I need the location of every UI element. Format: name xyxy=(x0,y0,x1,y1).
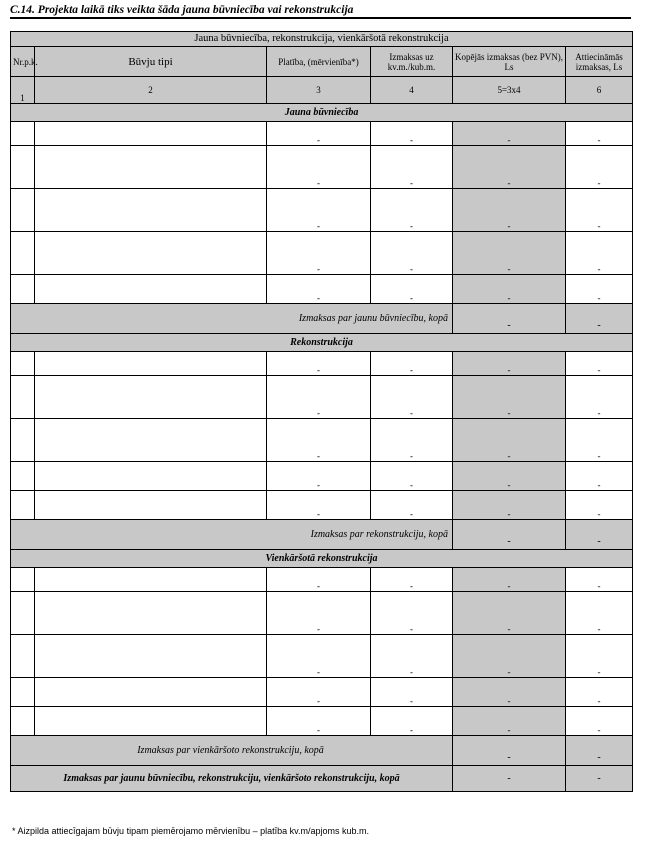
table-row xyxy=(11,462,633,491)
total-cost-cell: - xyxy=(453,122,566,146)
column-header-total-cost: Kopējās izmaksas (bez PVN), Ls xyxy=(453,47,566,77)
nr-cell[interactable] xyxy=(11,491,35,520)
table-row xyxy=(11,232,633,275)
form-section-title: C.14. Projekta laikā tiks veikta šāda jauna būvniecība vai rekonstrukcija xyxy=(10,3,631,19)
column-header-nr: Nr.p.k. xyxy=(11,47,35,77)
building-type-cell[interactable] xyxy=(35,462,267,491)
total-cost-cell: - xyxy=(453,462,566,491)
eligible-cost-cell: - xyxy=(566,462,633,491)
area-cell: - xyxy=(267,352,371,376)
area-cell: - xyxy=(267,189,371,232)
building-type-cell[interactable] xyxy=(35,491,267,520)
area-cell: - xyxy=(267,462,371,491)
eligible-cost-cell: - xyxy=(566,146,633,189)
building-type-cell[interactable] xyxy=(35,275,267,304)
building-type-cell[interactable] xyxy=(35,146,267,189)
unit-cost-cell: - xyxy=(371,678,453,707)
table-row xyxy=(11,491,633,520)
eligible-cost-cell: - xyxy=(566,707,633,736)
unit-cost-cell: - xyxy=(371,189,453,232)
column-header-area: Platība, (mērvienība*) xyxy=(267,47,371,77)
table-super-header: Jauna būvniecība, rekonstrukcija, vienkāršotā rekonstrukcija xyxy=(11,32,633,47)
eligible-cost-cell: - xyxy=(566,678,633,707)
area-cell: - xyxy=(267,419,371,462)
column-header-building-types: Būvju tipi xyxy=(35,47,267,77)
building-type-cell[interactable] xyxy=(35,419,267,462)
nr-cell[interactable] xyxy=(11,707,35,736)
column-number-6: 6 xyxy=(566,77,633,104)
table-row xyxy=(11,635,633,678)
table-row xyxy=(11,376,633,419)
eligible-cost-cell: - xyxy=(566,352,633,376)
subtotal-total-cost: - xyxy=(453,520,566,550)
table-row xyxy=(11,707,633,736)
building-type-cell[interactable] xyxy=(35,376,267,419)
building-type-cell[interactable] xyxy=(35,707,267,736)
building-type-cell[interactable] xyxy=(35,122,267,146)
nr-cell[interactable] xyxy=(11,146,35,189)
area-cell: - xyxy=(267,678,371,707)
grand-total-label: Izmaksas par jaunu būvniecību, rekonstrukciju, vienkāršoto rekonstrukciju, kopā xyxy=(11,766,453,792)
nr-cell[interactable] xyxy=(11,376,35,419)
subtotal-label: Izmaksas par rekonstrukciju, kopā xyxy=(11,520,453,550)
nr-cell[interactable] xyxy=(11,122,35,146)
subtotal-eligible-cost: - xyxy=(566,520,633,550)
nr-cell[interactable] xyxy=(11,275,35,304)
building-type-cell[interactable] xyxy=(35,568,267,592)
grand-total-eligible-cost: - xyxy=(566,766,633,792)
table-row xyxy=(11,568,633,592)
eligible-cost-cell: - xyxy=(566,592,633,635)
eligible-cost-cell: - xyxy=(566,232,633,275)
table-row xyxy=(11,275,633,304)
section-title: Vienkāršotā rekonstrukcija xyxy=(11,550,633,568)
unit-cost-cell: - xyxy=(371,352,453,376)
column-header-eligible-cost: Attiecināmās izmaksas, Ls xyxy=(566,47,633,77)
eligible-cost-cell: - xyxy=(566,419,633,462)
unit-cost-cell: - xyxy=(371,592,453,635)
area-cell: - xyxy=(267,275,371,304)
eligible-cost-cell: - xyxy=(566,376,633,419)
building-type-cell[interactable] xyxy=(35,189,267,232)
total-cost-cell: - xyxy=(453,275,566,304)
subtotal-total-cost: - xyxy=(453,736,566,766)
subtotal-total-cost: - xyxy=(453,304,566,334)
area-cell: - xyxy=(267,232,371,275)
unit-cost-cell: - xyxy=(371,122,453,146)
section-title: Jauna būvniecība xyxy=(11,104,633,122)
total-cost-cell: - xyxy=(453,232,566,275)
unit-cost-cell: - xyxy=(371,146,453,189)
unit-cost-cell: - xyxy=(371,635,453,678)
unit-cost-cell: - xyxy=(371,462,453,491)
eligible-cost-cell: - xyxy=(566,189,633,232)
eligible-cost-cell: - xyxy=(566,635,633,678)
area-cell: - xyxy=(267,122,371,146)
area-cell: - xyxy=(267,146,371,189)
building-type-cell[interactable] xyxy=(35,678,267,707)
nr-cell[interactable] xyxy=(11,592,35,635)
unit-cost-cell: - xyxy=(371,275,453,304)
table-row xyxy=(11,122,633,146)
table-row xyxy=(11,352,633,376)
area-cell: - xyxy=(267,707,371,736)
nr-cell[interactable] xyxy=(11,232,35,275)
total-cost-cell: - xyxy=(453,376,566,419)
nr-cell[interactable] xyxy=(11,635,35,678)
total-cost-cell: - xyxy=(453,352,566,376)
eligible-cost-cell: - xyxy=(566,275,633,304)
area-cell: - xyxy=(267,635,371,678)
nr-cell[interactable] xyxy=(11,678,35,707)
subtotal-label: Izmaksas par jaunu būvniecību, kopā xyxy=(11,304,453,334)
unit-cost-cell: - xyxy=(371,232,453,275)
unit-cost-cell: - xyxy=(371,419,453,462)
total-cost-cell: - xyxy=(453,678,566,707)
footnote: * Aizpilda attiecīgajam būvju tipam piemērojamo mērvienību – platība kv.m/apjoms kub.m. xyxy=(12,826,369,836)
table-row xyxy=(11,592,633,635)
column-number-5: 5=3x4 xyxy=(453,77,566,104)
subtotal-eligible-cost: - xyxy=(566,304,633,334)
subtotal-eligible-cost: - xyxy=(566,736,633,766)
total-cost-cell: - xyxy=(453,635,566,678)
column-number-3: 3 xyxy=(267,77,371,104)
grand-total-cost: - xyxy=(453,766,566,792)
section-title: Rekonstrukcija xyxy=(11,334,633,352)
unit-cost-cell: - xyxy=(371,491,453,520)
total-cost-cell: - xyxy=(453,419,566,462)
column-header-unit-cost: Izmaksas uz kv.m./kub.m. xyxy=(371,47,453,77)
total-cost-cell: - xyxy=(453,146,566,189)
building-type-cell[interactable] xyxy=(35,635,267,678)
total-cost-cell: - xyxy=(453,491,566,520)
column-number-4: 4 xyxy=(371,77,453,104)
table-row xyxy=(11,189,633,232)
nr-cell[interactable] xyxy=(11,462,35,491)
unit-cost-cell: - xyxy=(371,568,453,592)
total-cost-cell: - xyxy=(453,592,566,635)
nr-cell[interactable] xyxy=(11,568,35,592)
nr-cell[interactable] xyxy=(11,352,35,376)
area-cell: - xyxy=(267,568,371,592)
column-number-1: 1 xyxy=(11,77,35,104)
nr-cell[interactable] xyxy=(11,419,35,462)
subtotal-label: Izmaksas par vienkāršoto rekonstrukciju, kopā xyxy=(11,736,453,766)
table-row xyxy=(11,419,633,462)
table-row xyxy=(11,678,633,707)
nr-cell[interactable] xyxy=(11,189,35,232)
eligible-cost-cell: - xyxy=(566,568,633,592)
column-number-2: 2 xyxy=(35,77,267,104)
unit-cost-cell: - xyxy=(371,376,453,419)
building-type-cell[interactable] xyxy=(35,592,267,635)
construction-cost-table xyxy=(10,31,633,792)
table-row xyxy=(11,146,633,189)
area-cell: - xyxy=(267,376,371,419)
eligible-cost-cell: - xyxy=(566,491,633,520)
total-cost-cell: - xyxy=(453,189,566,232)
total-cost-cell: - xyxy=(453,568,566,592)
area-cell: - xyxy=(267,491,371,520)
eligible-cost-cell: - xyxy=(566,122,633,146)
area-cell: - xyxy=(267,592,371,635)
building-type-cell[interactable] xyxy=(35,232,267,275)
total-cost-cell: - xyxy=(453,707,566,736)
building-type-cell[interactable] xyxy=(35,352,267,376)
unit-cost-cell: - xyxy=(371,707,453,736)
